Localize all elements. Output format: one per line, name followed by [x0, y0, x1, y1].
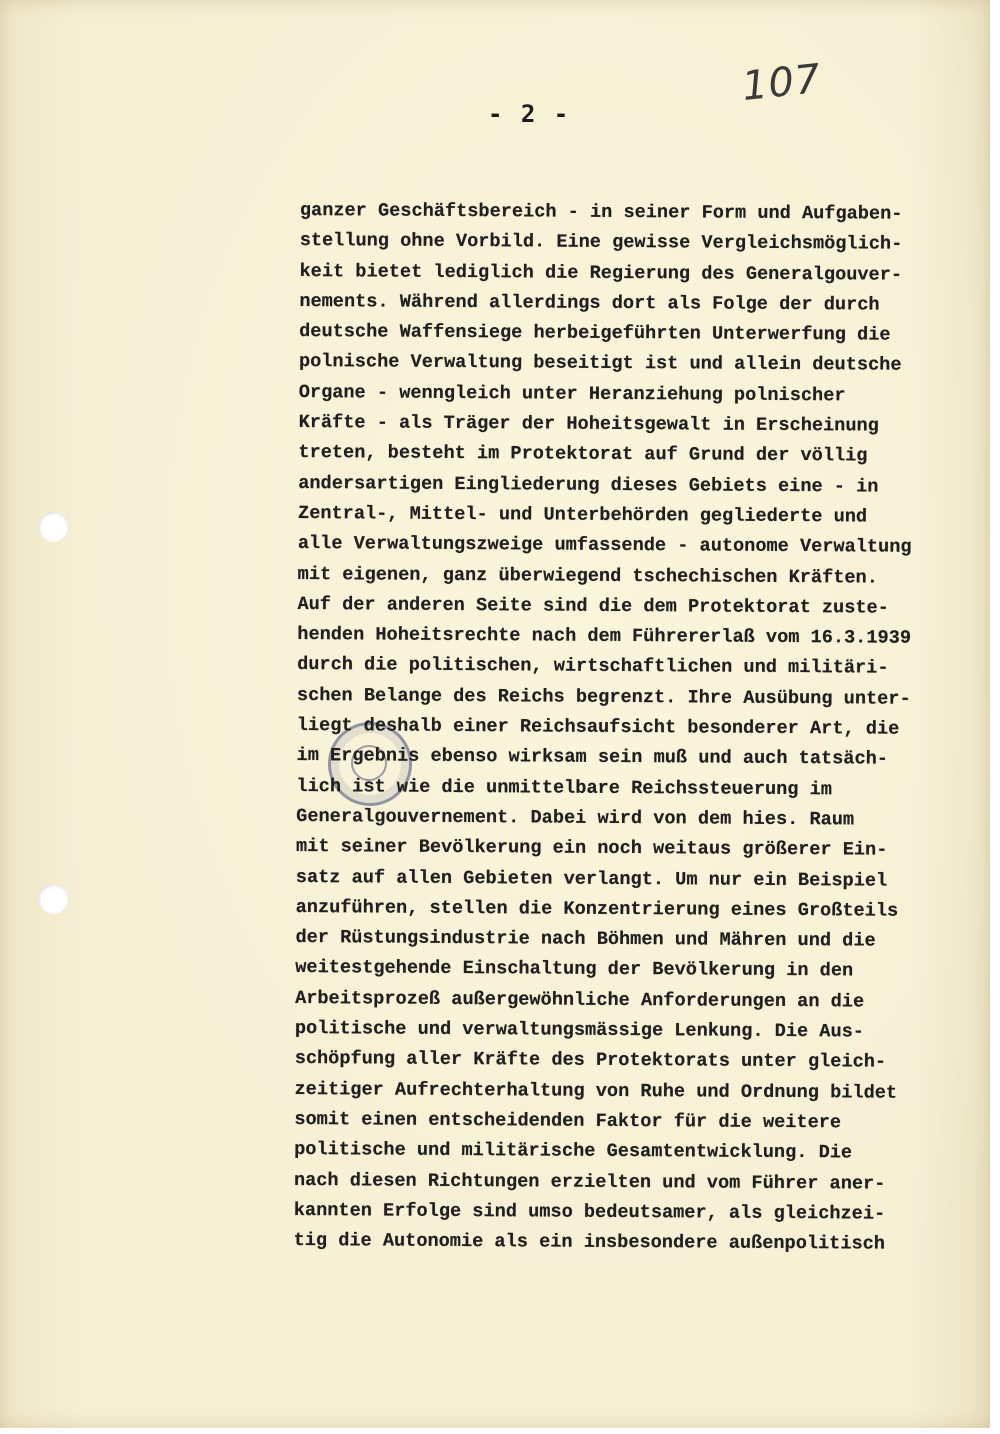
- text-line: Zentral-, Mittel- und Unterbehörden gegliederte und: [297, 502, 868, 528]
- text-line: lich ist wie die unmittelbare Reichssteuerung im: [296, 775, 833, 800]
- text-line: nach diesen Richtungen erzielten und vom Führer aner-: [293, 1169, 886, 1195]
- scan-edge: [990, 0, 1000, 1434]
- text-line: polnische Verwaltung beseitigt ist und allein deutsche: [298, 351, 902, 377]
- typed-body-text: [294, 196, 990, 1261]
- text-line: somit einen entscheidenden Faktor für die weitere: [294, 1108, 842, 1134]
- text-line: durch die politischen, wirtschaftlichen und militäri-: [297, 654, 889, 680]
- text-line: schöpfung aller Kräfte des Protektorats unter gleich-: [294, 1048, 887, 1073]
- text-line: im Ergebnis ebenso wirksam sein muß und auch tatsäch-: [296, 745, 889, 770]
- text-line: schen Belange des Reichs begrenzt. Ihre Ausübung unter-: [296, 684, 911, 710]
- punch-hole-top: [38, 512, 68, 542]
- text-line: der Rüstungsindustrie nach Böhmen und Mähren und die: [295, 927, 876, 952]
- text-line: treten, besteht im Protektorat auf Grund der völlig: [298, 442, 868, 467]
- text-line: Auf der anderen Seite sind die dem Protektorat zuste-: [297, 593, 889, 619]
- text-line: politische und verwaltungsmässige Lenkung. Die Aus-: [294, 1018, 865, 1043]
- text-line: anzuführen, stellen die Konzentrierung eines Großteils: [295, 896, 899, 922]
- text-line: mit seiner Bevölkerung ein noch weitaus größerer Ein-: [295, 836, 888, 861]
- text-line: tig die Autonomie als ein insbesondere außenpolitisch: [293, 1230, 886, 1255]
- text-line: kannten Erfolge sind umso bedeutsamer, als gleichzei-: [293, 1199, 886, 1225]
- page-number: - 2 -: [488, 100, 571, 128]
- text-line: Arbeitsprozeß außergewöhnliche Anforderungen an die: [295, 987, 865, 1013]
- text-line: henden Hoheitsrechte nach dem Führererlaß vom 16.3.1939: [297, 624, 912, 649]
- text-line: deutsche Waffensiege herbeigeführten Unterwerfung die: [299, 321, 891, 346]
- text-line: ganzer Geschäftsbereich - in seiner Form und Aufgaben-: [299, 199, 903, 225]
- punch-hole-bottom: [38, 884, 68, 914]
- text-line: politische und militärische Gesamtentwicklung. Die: [294, 1139, 853, 1164]
- text-line: andersartigen Eingliederung dieses Gebiets eine - in: [298, 472, 879, 498]
- text-line: keit bietet lediglich die Regierung des Generalgouver-: [299, 260, 903, 286]
- text-line: liegt deshalb einer Reichsaufsicht besonderer Art, die: [296, 715, 900, 740]
- handwritten-folio-number: 107: [739, 55, 824, 111]
- text-line: Organe - wenngleich unter Heranziehung polnischer: [298, 381, 846, 407]
- text-line: Generalgouvernement. Dabei wird von dem hies. Raum: [296, 805, 855, 831]
- text-line: nements. Während allerdings dort als Folge der durch: [299, 290, 880, 316]
- text-line: satz auf allen Gebieten verlangt. Um nur ein Beispiel: [295, 866, 888, 892]
- text-line: Kräfte - als Träger der Hoheitsgewalt in Erscheinung: [298, 412, 879, 437]
- text-line: stellung ohne Vorbild. Eine gewisse Vergleichsmöglich-: [299, 230, 903, 255]
- text-line: weitestgehende Einschaltung der Bevölkerung in den: [295, 957, 854, 982]
- text-line: mit eigenen, ganz überwiegend tschechischen Kräften.: [297, 563, 878, 589]
- text-line: zeitiger Aufrechterhaltung von Ruhe und Ordnung bildet: [294, 1078, 898, 1104]
- text-line: alle Verwaltungszweige umfassende - autonome Verwaltung: [297, 533, 912, 559]
